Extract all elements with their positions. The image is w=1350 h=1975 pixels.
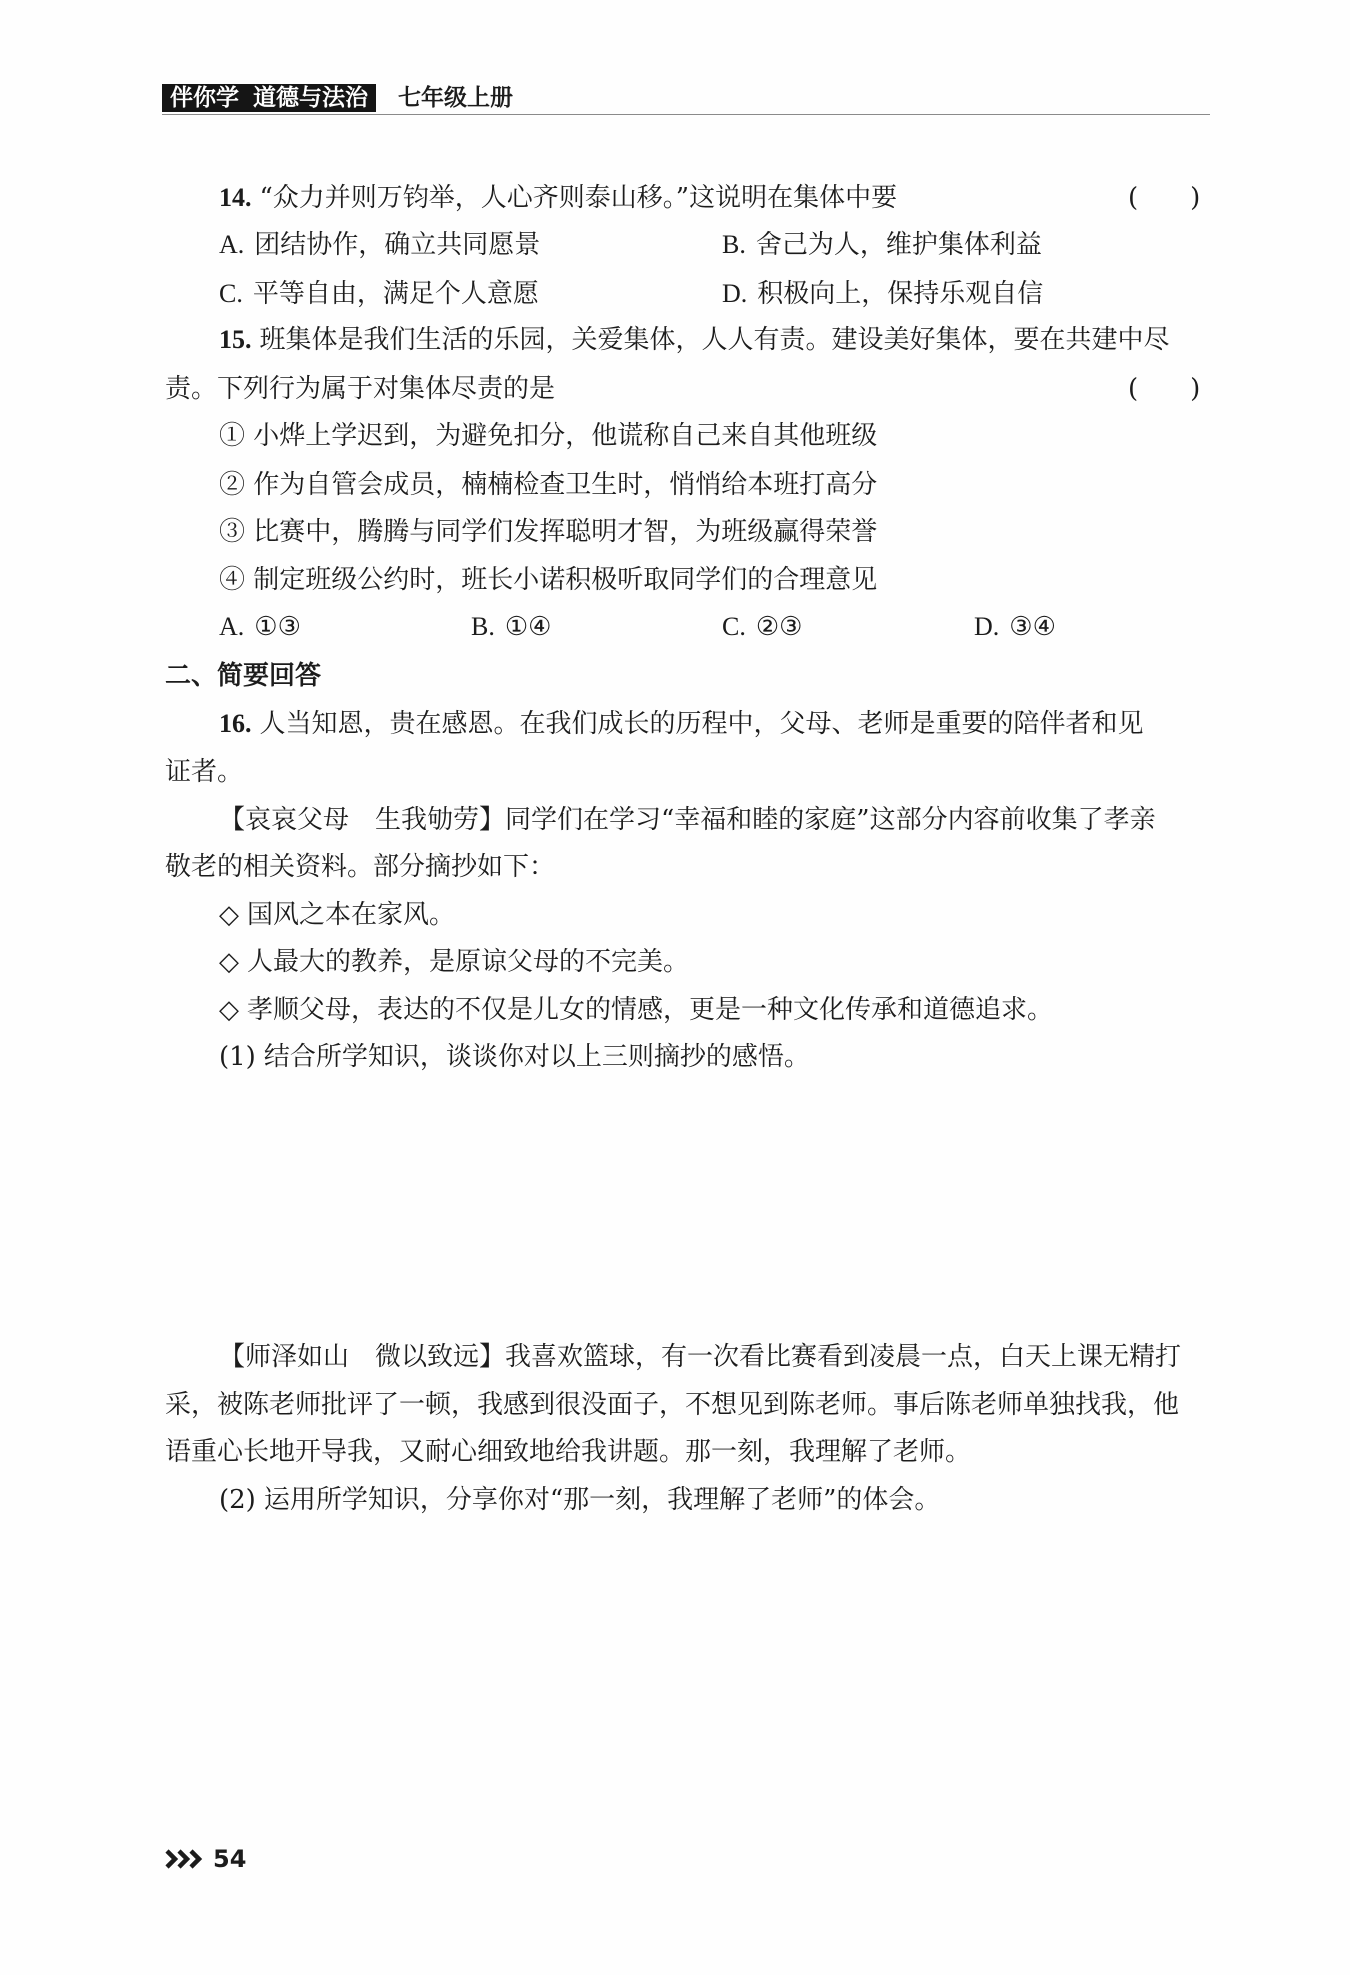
q15-statement-3: ③ 比赛中，腾腾与同学们发挥聪明才智，为班级赢得荣誉 [219, 517, 878, 547]
subquestion-label: (1) [219, 1042, 256, 1072]
diamond-marker: ◇ [219, 995, 239, 1025]
chevrons-right-icon [165, 1848, 205, 1870]
option-label: A. [219, 612, 245, 641]
option-label: D. [722, 279, 748, 308]
q14-option-a [219, 231, 540, 259]
header-series-badge [162, 84, 376, 112]
option-text: 平等自由，满足个人意愿 [252, 279, 539, 309]
option-label: C. [722, 612, 746, 641]
q15-option-c [722, 613, 802, 641]
option-text: 团结协作，确立共同愿景 [254, 230, 541, 260]
q14-option-c [219, 280, 539, 308]
q15-option-b [471, 613, 551, 641]
excerpt-text: 国风之本在家风。 [247, 900, 456, 930]
option-text: ②③ [755, 612, 803, 642]
q16-intro-line-1 [219, 710, 1144, 738]
q16-material-2-line-2: 采，被陈老师批评了一顿，我感到很没面子，不想见到陈老师。事后陈老师单独找我，他 [165, 1390, 1180, 1420]
q14-option-b [722, 231, 1042, 259]
page-footer [165, 1845, 246, 1873]
q16-intro-text: 人当知恩，贵在感恩。在我们成长的历程中，父母、老师是重要的陪伴者和见 [259, 709, 1144, 739]
option-label: D. [974, 612, 1000, 641]
q15-stem-line-2: 责。下列行为属于对集体尽责的是 [165, 374, 556, 404]
header-rule [162, 114, 1210, 115]
q15-statement-2: ② 作为自管会成员，楠楠检查卫生时，悄悄给本班打高分 [219, 470, 878, 500]
subquestion-text: 结合所学知识，谈谈你对以上三则摘抄的感悟。 [263, 1042, 810, 1072]
q16-material-2-line-1: 【师泽如山 微以致远】我喜欢篮球，有一次看比赛看到凌晨一点，白天上课无精打 [219, 1342, 1182, 1372]
q14-number: 14. [219, 183, 252, 212]
q15-option-d [974, 613, 1056, 641]
option-text: 舍己为人，维护集体利益 [755, 230, 1042, 260]
diamond-marker: ◇ [219, 900, 239, 930]
section-title: 二、简要回答 [165, 661, 322, 691]
q15-number: 15. [219, 325, 252, 354]
option-label: A. [219, 230, 245, 259]
header-subject: 道德与法治 [253, 85, 368, 111]
option-label: C. [219, 279, 243, 308]
q15-statement-1: ① 小烨上学迟到，为避免扣分，他谎称自己来自其他班级 [219, 421, 878, 451]
q16-material-2-line-3: 语重心长地开导我，又耐心细致地给我讲题。那一刻，我理解了老师。 [165, 1437, 972, 1467]
q16-excerpt-2 [219, 948, 689, 976]
q16-material-1-line-2: 敬老的相关资料。部分摘抄如下： [165, 852, 556, 882]
option-text: ①④ [504, 612, 552, 642]
q16-intro-line-2: 证者。 [165, 757, 244, 787]
option-text: 积极向上，保持乐观自信 [757, 279, 1044, 309]
q14-answer-blank: ( ) [1128, 183, 1201, 213]
q14-option-d [722, 280, 1043, 308]
q15-option-a [219, 613, 301, 641]
q15-answer-blank: ( ) [1128, 374, 1201, 404]
q15-statement-4: ④ 制定班级公约时，班长小诺积极听取同学们的合理意见 [219, 565, 878, 595]
q15-stem-line-1 [219, 326, 1170, 354]
option-text: ③④ [1009, 612, 1056, 642]
diamond-marker: ◇ [219, 947, 239, 977]
page-number: 54 [213, 1845, 247, 1873]
q16-subquestion-1 [219, 1043, 810, 1071]
option-label: B. [722, 230, 746, 259]
q15-stem-text: 班集体是我们生活的乐园，关爱集体，人人有责。建设美好集体，要在共建中尽 [259, 325, 1170, 355]
q14-stem: “众力并则万钧举，人心齐则泰山移。”这说明在集体中要 [259, 183, 898, 213]
q16-excerpt-3 [219, 996, 1053, 1024]
excerpt-text: 人最大的教养，是原谅父母的不完美。 [247, 947, 690, 977]
q16-subquestion-2 [219, 1486, 940, 1514]
header-grade: 七年级上册 [398, 84, 513, 111]
q14-stem-line [219, 184, 897, 212]
q16-material-1-line-1: 【哀哀父母 生我劬劳】同学们在学习“幸福和睦的家庭”这部分内容前收集了孝亲 [219, 805, 1156, 835]
subquestion-label: (2) [219, 1485, 256, 1515]
option-label: B. [471, 612, 495, 641]
q16-excerpt-1 [219, 901, 455, 929]
q16-number: 16. [219, 709, 252, 738]
subquestion-text: 运用所学知识，分享你对“那一刻，我理解了老师”的体会。 [263, 1485, 941, 1515]
option-text: ①③ [254, 612, 301, 642]
header-series: 伴你学 [170, 85, 239, 111]
excerpt-text: 孝顺父母，表达的不仅是儿女的情感，更是一种文化传承和道德追求。 [247, 995, 1054, 1025]
